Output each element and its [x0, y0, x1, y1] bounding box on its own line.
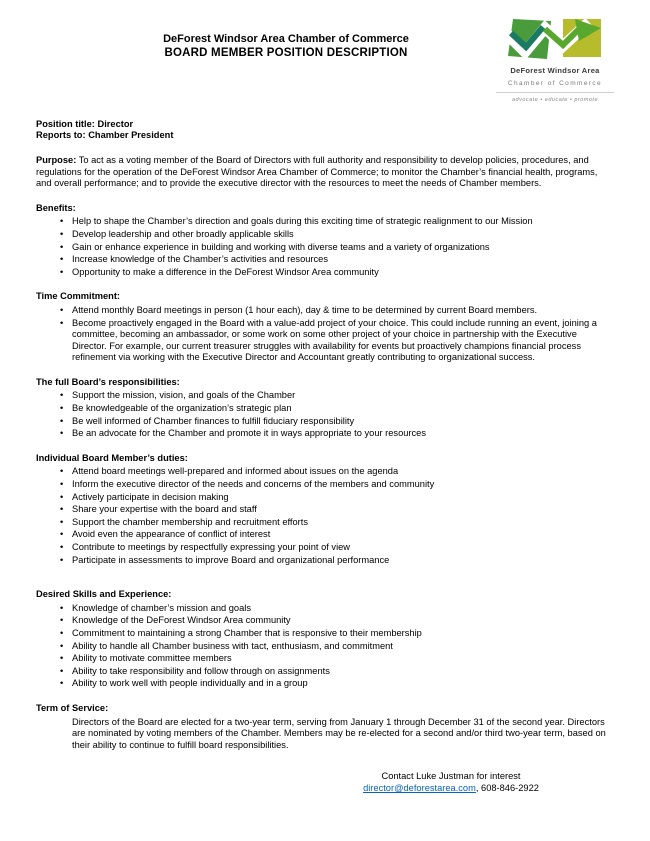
bullet-item: • Participate in assessments to improve Board and organizational performance — [36, 555, 614, 567]
bullet-item: • Contribute to meetings by respectfully expressing your point of view — [36, 542, 614, 554]
section-heading: Desired Skills and Experience: — [36, 589, 172, 600]
section-desired-skills — [36, 589, 614, 690]
bullet-item: • Inform the executive director of the needs and concerns of the members and community — [36, 479, 614, 491]
section-board-responsibilities — [36, 377, 614, 440]
section-term-of-service — [36, 703, 614, 751]
position-meta — [36, 119, 614, 142]
email-link[interactable]: director@deforestarea.com — [363, 782, 476, 793]
benefits-list — [36, 216, 614, 278]
section-time-commitment — [36, 291, 614, 364]
bullet-item: • Actively participate in decision making — [36, 492, 614, 504]
bullet-item: • Ability to handle all Chamber business with tact, enthusiasm, and commitment — [36, 641, 614, 653]
chamber-logo — [496, 16, 614, 107]
bullet-item: • Attend board meetings well-prepared and informed about issues on the agenda — [36, 466, 614, 478]
bullet-item: • Avoid even the appearance of conflict of interest — [36, 529, 614, 541]
time-commitment-list — [36, 305, 614, 364]
reports-to-line — [36, 130, 614, 142]
position-title-line — [36, 119, 614, 131]
purpose-label: Purpose: — [36, 154, 77, 165]
section-heading: Time Commitment: — [36, 291, 121, 302]
purpose-paragraph — [36, 155, 614, 190]
bullet-item: • Ability to motivate committee members — [36, 653, 614, 665]
logo-mark-icon — [507, 18, 603, 62]
bullet-item: • Share your expertise with the board and staff — [36, 504, 614, 516]
bullet-item: • Help to shape the Chamber’s direction and goals during this exciting time of strategic realignment to our Mission — [36, 216, 614, 228]
section-benefits — [36, 203, 614, 279]
board-responsibilities-list — [36, 390, 614, 439]
logo-org-subtitle: Chamber of Commerce — [507, 79, 603, 87]
section-heading: Benefits: — [36, 202, 76, 213]
purpose-text: To act as a voting member of the Board of Directors with full authority and responsibility to develop policies, procedures, and regulations for the operation of the DeForest Windsor Area Chamber of Commerce; to monitor the Chamber’s financial health, programs, and overall performance; and to provide the executive director with the resources to meet the needs of Chamber members. — [36, 154, 598, 189]
section-heading: The full Board’s responsibilities: — [36, 376, 180, 387]
bullet-item: • Attend monthly Board meetings in person (1 hour each), day & time to be determined by current Board members. — [36, 305, 614, 317]
page-title: BOARD MEMBER POSITION DESCRIPTION — [164, 47, 408, 59]
bullet-item: • Be well informed of Chamber finances to fulfill fiduciary responsibility — [36, 416, 614, 428]
bullet-item: • Be knowledgeable of the organization’s strategic plan — [36, 403, 614, 415]
bullet-item: • Commitment to maintaining a strong Chamber that is responsive to their membership — [36, 628, 614, 640]
title-block — [36, 16, 496, 60]
bullet-item: • Support the mission, vision, and goals of the Chamber — [36, 390, 614, 402]
logo-tagline: advocate • educate • promote — [496, 92, 614, 107]
term-of-service-text: Directors of the Board are elected for a two-year term, serving from January 1 through December 31 of the second year. Directors are nominated by voting members of the Chamber. Members may be re-elected for a second and/or third two-year term, based on their ability to continue to fulfill board responsibilities. — [72, 716, 606, 750]
member-duties-list — [36, 466, 614, 566]
logo-org-name: DeForest Windsor Area — [510, 66, 600, 75]
bullet-item: • Opportunity to make a difference in the DeForest Windsor Area community — [36, 267, 614, 279]
bullet-item: • Ability to take responsibility and follow through on assignments — [36, 666, 614, 678]
position-title-value: Director — [97, 118, 134, 129]
bullet-item: • Be an advocate for the Chamber and promote it in ways appropriate to your resources — [36, 428, 614, 440]
bullet-item: • Become proactively engaged in the Board with a value-add project of your choice. This could include running an event, joining a committee, becoming an ambassador, or some work on some other project of your choice in partnership with the Executive Director. For example, our current treasurer struggles with availability for events but proactively champions financial process refinement via working with the Executive Director and Accountant greatly contributing to organizational success. — [36, 318, 614, 364]
contact-block — [286, 771, 616, 794]
section-member-duties — [36, 453, 614, 566]
position-title-label: Position title: — [36, 118, 95, 129]
reports-to-label: Reports to: — [36, 130, 86, 141]
contact-line: Contact Luke Justman for interest — [381, 771, 521, 782]
section-heading: Term of Service: — [36, 702, 109, 713]
bullet-item: • Knowledge of chamber’s mission and goals — [36, 603, 614, 615]
bullet-item: • Support the chamber membership and recruitment efforts — [36, 517, 614, 529]
section-heading: Individual Board Member’s duties: — [36, 452, 188, 463]
bullet-item: • Knowledge of the DeForest Windsor Area community — [36, 615, 614, 627]
reports-to-value: Chamber President — [88, 130, 174, 141]
bullet-item: • Increase knowledge of the Chamber’s activities and resources — [36, 254, 614, 266]
bullet-item: • Ability to work well with people individually and in a group — [36, 678, 614, 690]
bullet-item: • Gain or enhance experience in building and working with diverse teams and a variety of organizations — [36, 242, 614, 254]
desired-skills-list — [36, 603, 614, 690]
contact-phone: , 608-846-2922 — [475, 782, 539, 793]
bullet-item: • Develop leadership and other broadly applicable skills — [36, 229, 614, 241]
org-title: DeForest Windsor Area Chamber of Commerce — [163, 33, 409, 45]
document-header — [36, 16, 614, 107]
contact-details-line — [286, 783, 616, 795]
